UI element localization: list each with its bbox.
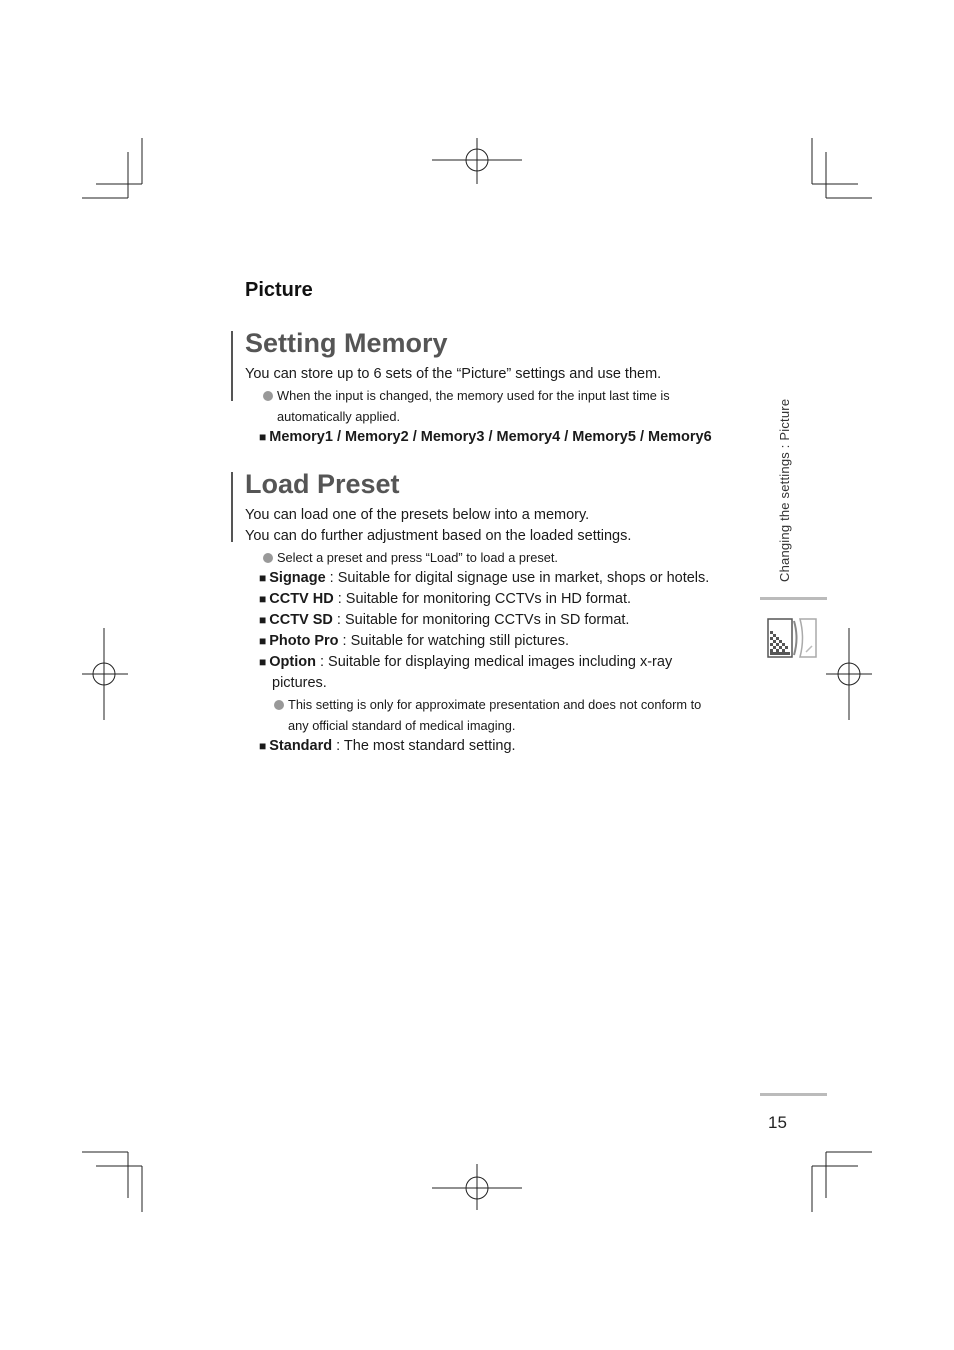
load-preset-title: Load Preset <box>245 469 400 499</box>
load-preset-intro-1: You can load one of the presets below into a memory. <box>245 507 590 523</box>
option-note: This setting is only for approximate presentation and does not conform to <box>245 694 755 715</box>
bullet-dot-icon <box>263 391 273 401</box>
page-number: 15 <box>768 1113 787 1132</box>
square-bullet-icon: ■ <box>259 655 267 669</box>
option-note-cont: any official standard of medical imaging. <box>288 718 516 733</box>
square-bullet-icon: ■ <box>259 634 267 648</box>
setting-memory-note-cont: automatically applied. <box>277 409 401 424</box>
preset-item-cctv-hd: ■ CCTV HD : Suitable for monitoring CCTVs in HD format. <box>259 591 632 607</box>
chapter-label: Changing the settings : Picture <box>777 398 792 582</box>
preset-item-option-cont: pictures. <box>272 675 327 691</box>
square-bullet-icon: ■ <box>259 739 267 753</box>
preset-item-option: ■ Option : Suitable for displaying medical images including x-ray <box>259 654 673 670</box>
load-preset-intro-2: You can do further adjustment based on the loaded settings. <box>245 528 632 544</box>
heading-bar <box>231 472 233 542</box>
bullet-dot-icon <box>274 700 284 710</box>
heading-bar <box>231 331 233 401</box>
footer-rule <box>760 1093 827 1096</box>
square-bullet-icon: ■ <box>259 613 267 627</box>
setting-memory-note: When the input is changed, the memory used for the input last time is <box>245 385 755 406</box>
memory-list: ■ Memory1 / Memory2 / Memory3 / Memory4 / Memory5 / Memory6 <box>259 429 712 445</box>
square-bullet-icon: ■ <box>259 430 267 444</box>
load-preset-section <box>245 471 755 757</box>
picture-settings-icon <box>766 616 818 660</box>
preset-item-cctv-sd: ■ CCTV SD : Suitable for monitoring CCTVs in SD format. <box>259 612 630 628</box>
sidebar-rule <box>760 597 827 600</box>
bullet-dot-icon <box>263 553 273 563</box>
load-preset-note: Select a preset and press “Load” to load a preset. <box>245 547 755 568</box>
setting-memory-intro: You can store up to 6 sets of the “Picture” settings and use them. <box>245 366 662 382</box>
section-label: Picture <box>245 279 313 301</box>
preset-item-photo-pro: ■ Photo Pro : Suitable for watching still pictures. <box>259 633 570 649</box>
setting-memory-title: Setting Memory <box>245 328 448 358</box>
preset-item-standard: ■ Standard : The most standard setting. <box>259 738 516 754</box>
square-bullet-icon: ■ <box>259 592 267 606</box>
preset-item-signage: ■ Signage : Suitable for digital signage use in market, shops or hotels. <box>259 570 710 586</box>
setting-memory-section <box>245 330 755 448</box>
square-bullet-icon: ■ <box>259 571 267 585</box>
